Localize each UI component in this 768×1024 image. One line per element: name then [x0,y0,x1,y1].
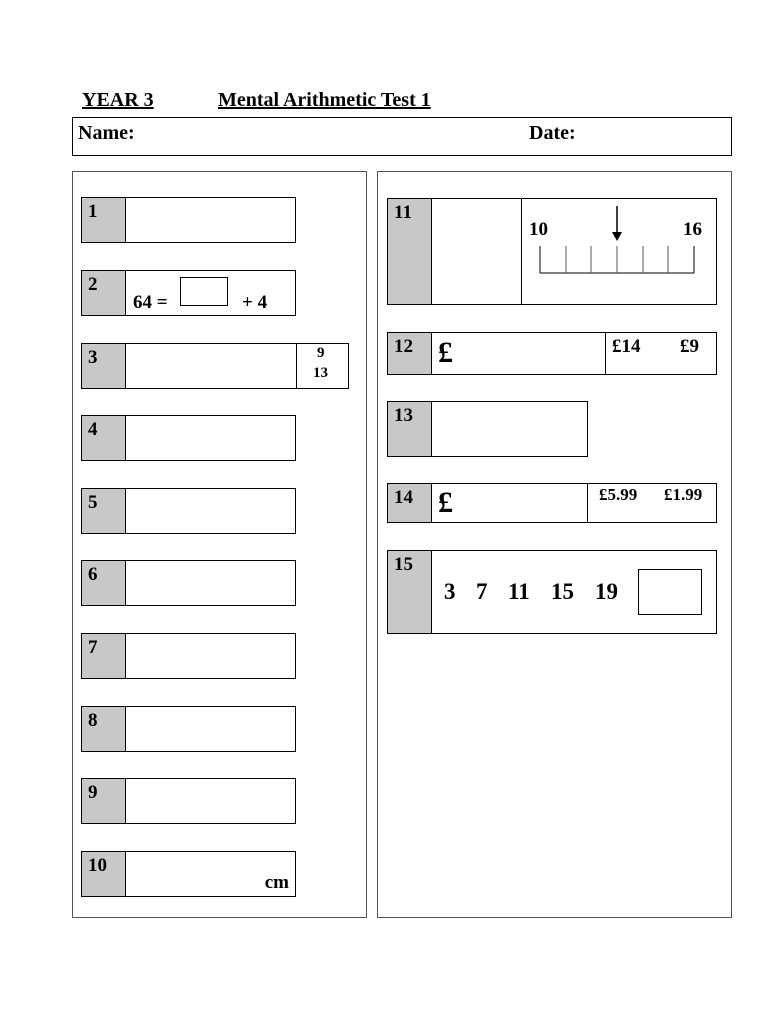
question-number: 14 [388,484,432,522]
name-label: Name: [78,122,135,144]
question-2[interactable] [81,270,296,316]
scale-end-label: 16 [683,219,702,240]
price-box [605,332,717,375]
question-number: 1 [82,198,126,242]
question-13[interactable] [387,401,588,457]
left-panel [72,171,367,918]
sequence-number: 11 [508,579,530,604]
question-number: 5 [82,489,126,533]
sequence-number: 3 [444,579,456,604]
sequence-number: 7 [476,579,488,604]
question-1[interactable] [81,197,296,243]
question-number: 4 [82,416,126,460]
question-number: 11 [388,199,432,304]
pound-sign: £ [438,486,453,519]
number-line [522,198,718,305]
answer-input-box[interactable] [638,569,702,615]
year-heading: YEAR 3 [82,89,154,111]
test-title: Mental Arithmetic Test 1 [218,89,431,111]
answer-input-box[interactable] [180,277,228,306]
price-a: £5.99 [599,485,638,504]
hint-box [296,343,349,389]
question-number: 12 [388,333,432,374]
question-number: 15 [388,551,432,633]
sequence-number: 15 [551,579,574,604]
question-7[interactable] [81,633,296,679]
equation-right: + 4 [242,292,268,313]
question-14[interactable] [387,483,717,523]
question-number: 10 [82,852,126,896]
unit-label: cm [264,872,289,893]
question-3[interactable] [81,343,349,389]
question-number: 3 [82,344,126,388]
question-12[interactable] [387,332,717,375]
date-label: Date: [529,122,576,144]
question-number: 9 [82,779,126,823]
price-b: £9 [680,336,699,357]
question-number: 7 [82,634,126,678]
equation-left: 64 = [133,292,168,313]
question-10[interactable] [81,851,296,897]
question-4[interactable] [81,415,296,461]
price-b: £1.99 [664,485,703,504]
question-5[interactable] [81,488,296,534]
question-8[interactable] [81,706,296,752]
question-15[interactable] [387,550,717,634]
name-date-box [72,117,732,156]
scale-start-label: 10 [529,219,548,240]
question-6[interactable] [81,560,296,606]
question-11[interactable] [387,198,717,305]
price-a: £14 [612,336,641,357]
price-box [587,483,717,523]
question-9[interactable] [81,778,296,824]
sequence-number: 19 [595,579,618,604]
right-panel [377,171,732,918]
hint-top: 9 [317,345,325,361]
question-number: 13 [388,402,432,456]
hint-bottom: 13 [313,365,328,381]
question-number: 8 [82,707,126,751]
question-number: 2 [82,271,126,315]
question-number: 6 [82,561,126,605]
arrow-down-icon [612,232,622,241]
number-line-area [521,198,717,305]
pound-sign: £ [438,336,453,369]
